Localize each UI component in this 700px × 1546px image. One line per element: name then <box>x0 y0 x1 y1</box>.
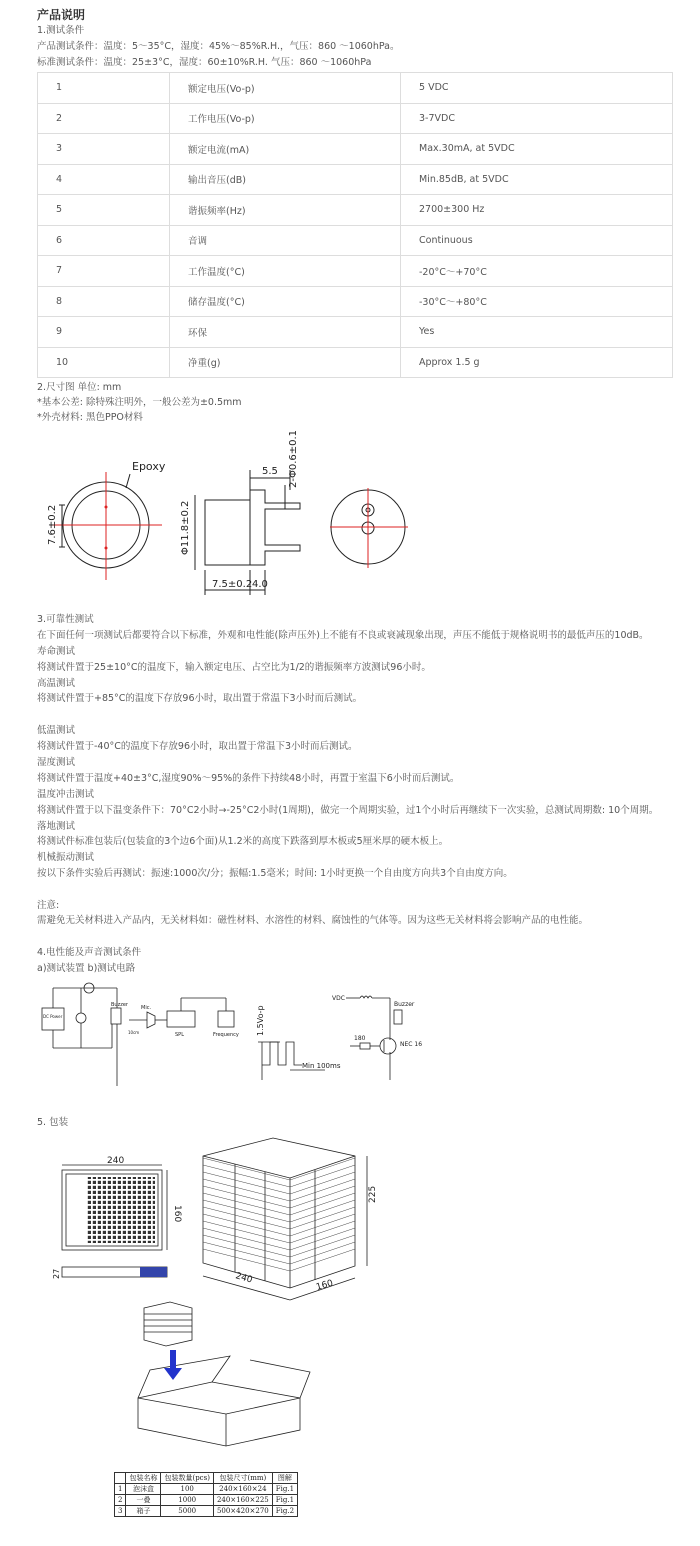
section3-heading: 3.可靠性测试 <box>37 614 94 625</box>
spec-cell-item: 环保 <box>170 317 401 348</box>
resistor-label: 180 <box>354 1035 366 1042</box>
tray-height: 27 <box>52 1268 61 1279</box>
pack-cell: 240×160×24 <box>213 1484 272 1495</box>
stack-layer-line <box>290 1214 355 1236</box>
pack-header-cell: 包装名称 <box>126 1473 161 1484</box>
stack-layer-line <box>290 1207 355 1229</box>
vdc-label: VDC <box>332 995 345 1002</box>
dim-7-5: 7.5±0.2 <box>212 579 253 590</box>
pack-cell: Fig.1 <box>272 1495 297 1506</box>
spec-cell-no: 6 <box>38 225 170 256</box>
dc-power-label: DC Power <box>43 1014 63 1019</box>
vibration-heading: 机械振动测试 <box>37 852 95 863</box>
spec-cell-no: 8 <box>38 286 170 317</box>
spec-row <box>38 103 673 134</box>
pack-cell: 泡沫盒 <box>126 1484 161 1495</box>
stack-layer-line <box>290 1200 355 1222</box>
spec-cell-value: 2700±300 Hz <box>401 195 673 226</box>
stack-layer-line <box>203 1207 290 1229</box>
stack-layer-line <box>290 1172 355 1194</box>
stack-layer-line <box>290 1158 355 1180</box>
spec-cell-value: Min.85dB, at 5VDC <box>401 164 673 195</box>
spec-cell-item: 谐振频率(Hz) <box>170 195 401 226</box>
spec-cell-no: 7 <box>38 256 170 287</box>
dimension-drawing <box>30 430 430 605</box>
spec-cell-item: 工作温度(°C) <box>170 256 401 287</box>
pack-header-row <box>115 1473 298 1484</box>
spec-row <box>38 134 673 165</box>
section4-heading: 4.电性能及声音测试条件 <box>37 947 142 958</box>
spec-table <box>37 72 673 378</box>
pack-cell: 1000 <box>161 1495 213 1506</box>
pack-header-cell <box>115 1473 126 1484</box>
stack-layer-line <box>203 1221 290 1243</box>
pack-cell: 3 <box>115 1506 126 1517</box>
pack-row <box>115 1495 298 1506</box>
pack-cell: Fig.2 <box>272 1506 297 1517</box>
spec-row <box>38 256 673 287</box>
stack-width: 240 <box>234 1271 254 1286</box>
stack-layer-line <box>203 1165 290 1187</box>
spec-cell-value: 3-7VDC <box>401 103 673 134</box>
shock-test: 将测试件置于以下温变条件下：70°C2小时→-25°C2小时(1周期)，做完一个周期实验，过1个小时后再继续下一次实验，总测试周期数: 10个周期。 <box>37 805 659 816</box>
pack-row <box>115 1506 298 1517</box>
spec-row <box>38 73 673 104</box>
spec-row <box>38 347 673 378</box>
low-temp-heading: 低温测试 <box>37 725 76 736</box>
humidity-test: 将测试件置于温度+40±3°C,湿度90%～95%的条件下持续48小时，再置于室温下6小时而后测试。 <box>37 773 460 784</box>
carton-drawing <box>130 1300 315 1450</box>
pack-header-cell: 包装尺寸(mm) <box>213 1473 272 1484</box>
reliability-intro: 在下面任何一项测试后都要符合以下标准，外观和电性能(除声压外)上不能有不良或衰减现象出现，声压不能低于规格说明书的最低声压的10dB。 <box>37 630 649 641</box>
stack-layer-line <box>203 1249 290 1271</box>
stack-layer-line <box>203 1186 290 1208</box>
spec-row <box>38 195 673 226</box>
spec-cell-value: Approx 1.5 g <box>401 347 673 378</box>
stack-layer-line <box>203 1228 290 1250</box>
stack-layer-line <box>203 1242 290 1264</box>
spec-cell-value: -20°C～+70°C <box>401 256 673 287</box>
spec-cell-item: 净重(g) <box>170 347 401 378</box>
spec-row <box>38 225 673 256</box>
tray-drawing <box>52 1155 182 1285</box>
spec-cell-no: 10 <box>38 347 170 378</box>
low-temp-test: 将测试件置于-40°C的温度下存放96小时，取出置于常温下3小时而后测试。 <box>37 741 358 752</box>
pack-cell: 240×160×225 <box>213 1495 272 1506</box>
dim-5-5: 5.5 <box>262 466 278 477</box>
spec-row <box>38 317 673 348</box>
dim-7-6: 7.6±0.2 <box>47 504 58 545</box>
section4-sub: a)测试装置 b)测试电路 <box>37 963 136 974</box>
spec-row <box>38 164 673 195</box>
spec-row <box>38 286 673 317</box>
pack-cell: 箱子 <box>126 1506 161 1517</box>
transistor-label: NEC 16 <box>400 1041 423 1048</box>
dim-pin: 2-Φ0.6±0.1 <box>288 429 299 488</box>
test-conditions: 产品测试条件：温度：5～35°C，湿度：45%～85%R.H.，气压：860 ～1060hPa。 <box>37 41 400 52</box>
high-temp-test: 将测试件置于+85°C的温度下存放96小时，取出置于常温下3小时而后测试。 <box>37 693 363 704</box>
pack-cell: 1 <box>115 1484 126 1495</box>
spec-cell-no: 3 <box>38 134 170 165</box>
stack-layer-line <box>203 1172 290 1194</box>
section1-heading: 1.测试条件 <box>37 25 85 36</box>
buzzer-label: Buzzer <box>111 1002 128 1008</box>
spec-cell-item: 输出音压(dB) <box>170 164 401 195</box>
section5-heading: 5. 包装 <box>37 1117 69 1128</box>
spl-label: SPL <box>175 1032 184 1038</box>
stack-layer-line <box>290 1193 355 1215</box>
spec-cell-value: Yes <box>401 317 673 348</box>
voltage-label: 1.5Vo-p <box>256 1005 265 1036</box>
spec-cell-no: 5 <box>38 195 170 226</box>
pack-cell: 100 <box>161 1484 213 1495</box>
pack-header-cell: 图解 <box>272 1473 297 1484</box>
life-test: 将测试件置于25±10°C的温度下，输入额定电压、占空比为1/2的谐振频率方波测试96小时。 <box>37 662 431 673</box>
note-text: 需避免无关材料进入产品内，无关材料如：磁性材料、水溶性的材料、腐蚀性的气体等。因为这些无关材料将会影响产品的电性能。 <box>37 915 589 926</box>
spec-cell-item: 储存温度(°C) <box>170 286 401 317</box>
stack-layer-line <box>203 1158 290 1180</box>
spec-cell-item: 额定电流(mA) <box>170 134 401 165</box>
spec-cell-item: 工作电压(Vo-p) <box>170 103 401 134</box>
spec-cell-item: 音调 <box>170 225 401 256</box>
stack-drawing <box>195 1138 390 1298</box>
stack-layer-line <box>290 1242 355 1264</box>
stack-layer-line <box>290 1221 355 1243</box>
section2-heading: 2.尺寸图 单位: mm <box>37 382 122 393</box>
spec-cell-value: 5 VDC <box>401 73 673 104</box>
high-temp-heading: 高温测试 <box>37 678 76 689</box>
mic-label: Mic. <box>141 1005 152 1011</box>
drop-test: 将测试件标准包装后(包装盒的3个边6个面)从1.2米的高度下跌落到厚木板或5厘米厚的硬木板上。 <box>37 836 449 847</box>
tolerance-note: *基本公差: 除特殊注明外，一般公差为±0.5mm <box>37 397 242 408</box>
pack-header-cell: 包装数量(pcs) <box>161 1473 213 1484</box>
pack-row <box>115 1484 298 1495</box>
spec-cell-value: -30°C～+80°C <box>401 286 673 317</box>
stack-layer-line <box>290 1235 355 1257</box>
standard-conditions: 标准测试条件：温度：25±3°C，湿度：60±10%R.H. 气压：860 ～1060hPa <box>37 57 372 68</box>
pack-cell: 一叠 <box>126 1495 161 1506</box>
distance-label: 10cm <box>128 1030 140 1035</box>
stack-height: 225 <box>368 1185 378 1203</box>
life-test-heading: 寿命测试 <box>37 646 76 657</box>
spec-cell-no: 2 <box>38 103 170 134</box>
stack-layer-line <box>203 1214 290 1236</box>
pack-cell: 500×420×270 <box>213 1506 272 1517</box>
stack-layer-line <box>290 1249 355 1271</box>
pack-cell: 2 <box>115 1495 126 1506</box>
circuit-buzzer-label: Buzzer <box>394 1001 415 1008</box>
dim-4-0: 4.0 <box>252 579 268 590</box>
page-title: 产品说明 <box>37 8 86 22</box>
stack-layer-line <box>203 1179 290 1201</box>
tray-depth: 160 <box>172 1205 182 1223</box>
test-apparatus <box>37 978 247 1088</box>
spec-cell-no: 9 <box>38 317 170 348</box>
pack-cell: Fig.1 <box>272 1484 297 1495</box>
tray-width: 240 <box>107 1156 125 1166</box>
stack-layer-line <box>203 1235 290 1257</box>
stack-layer-line <box>203 1200 290 1222</box>
stack-layer-line <box>290 1186 355 1208</box>
note-heading: 注意: <box>37 900 60 911</box>
packing-table <box>114 1472 298 1517</box>
pack-cell: 5000 <box>161 1506 213 1517</box>
stack-depth: 160 <box>315 1278 335 1293</box>
humidity-heading: 湿度测试 <box>37 757 76 768</box>
stack-layer-line <box>290 1179 355 1201</box>
dim-11-8: Φ11.8±0.2 <box>180 500 191 555</box>
stack-layer-line <box>290 1165 355 1187</box>
spec-cell-item: 额定电压(Vo-p) <box>170 73 401 104</box>
spec-cell-value: Max.30mA, at 5VDC <box>401 134 673 165</box>
test-circuit <box>330 988 430 1083</box>
material-note: *外壳材料: 黑色PPO材料 <box>37 412 143 423</box>
drop-heading: 落地测试 <box>37 821 76 832</box>
min-duration-label: Min 100ms <box>302 1062 341 1070</box>
shock-heading: 温度冲击测试 <box>37 789 95 800</box>
frequency-label: Frequency <box>213 1032 239 1038</box>
stack-layer-line <box>290 1228 355 1250</box>
vibration-test: 按以下条件实验后再测试：振速:1000次/分；振幅:1.5毫米；时间: 1小时更换一个自由度方向共3个自由度方向。 <box>37 868 513 879</box>
epoxy-label: Epoxy <box>132 460 166 473</box>
stack-layer-line <box>203 1193 290 1215</box>
spec-cell-no: 1 <box>38 73 170 104</box>
spec-cell-no: 4 <box>38 164 170 195</box>
spec-cell-value: Continuous <box>401 225 673 256</box>
